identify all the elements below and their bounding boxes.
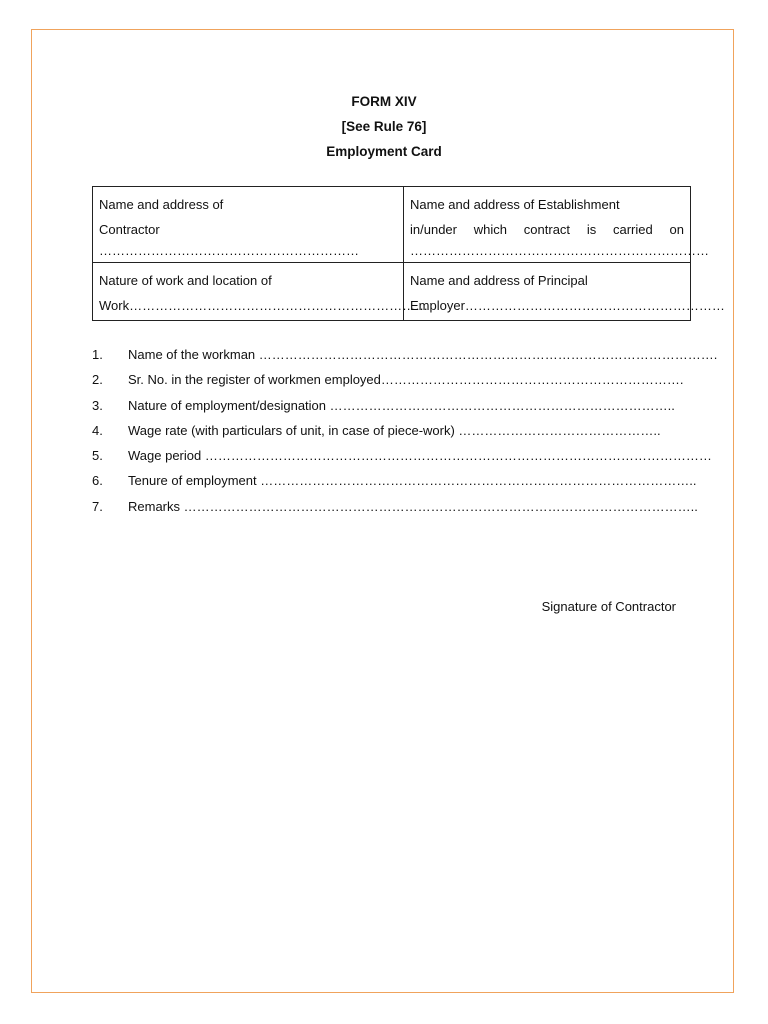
item-number: 3. [92,397,103,413]
item-text: Wage period ……………………………………………………………………………………………………… [128,448,712,464]
work-location-fill-line: Work…………………………………………………………… [99,298,429,313]
table-row [93,263,691,321]
establishment-word: contract [523,222,571,237]
list-item [92,470,697,495]
establishment-cell [404,187,709,263]
item-number: 7. [92,498,103,514]
item-text: Wage rate (with particulars of unit, in case of piece-work) ……………………………………….. [128,422,661,438]
contractor-fill-line: …………………………………………………… [99,243,359,258]
item-text: Tenure of employment ……………………………………………………………………………………….. [128,473,697,489]
principal-employer-fill-line: Employer…………………………………………………… [410,298,725,313]
list-item [92,395,676,420]
list-item [92,445,712,470]
employment-info-table [92,186,725,321]
establishment-fill-line: …………………………………………………………… [410,243,709,258]
form-rule-reference: [See Rule 76] [341,119,427,134]
item-number: 2. [92,372,103,388]
work-location-label-line1: Nature of work and location of [99,273,272,288]
item-text: Sr. No. in the register of workmen employed……………………………………………………………. [128,372,684,388]
work-location-cell [93,263,429,321]
workman-details-list [92,344,718,521]
establishment-word: on [669,222,684,237]
list-item [92,420,676,445]
principal-employer-label-line1: Name and address of Principal [410,273,588,288]
item-number: 5. [92,448,103,464]
establishment-word: carried [613,222,653,237]
form-subtitle: Employment Card [326,144,442,159]
contractor-signature-label: Signature of Contractor [541,599,676,614]
item-number: 6. [92,473,103,489]
establishment-word: is [586,222,597,237]
item-number: 4. [92,422,103,438]
principal-employer-cell [404,263,725,321]
establishment-label-line1: Name and address of Establishment [410,197,620,212]
establishment-label-line2 [410,217,684,242]
item-text: Remarks ……………………………………………………………………………………………………….. [128,498,698,514]
contractor-label-line2: Contractor [99,222,160,237]
item-text: Name of the workman ……………………………………………………………………………………………. [128,347,718,362]
list-item [92,496,698,521]
list-item [92,369,684,394]
item-text: Nature of employment/designation …………………………………………………………………….. [128,397,675,413]
contractor-cell [93,187,404,263]
form-title: FORM XIV [351,94,417,109]
table-row [93,187,691,263]
list-item [92,344,718,369]
item-number: 1. [92,347,103,362]
establishment-word: which [473,222,508,237]
establishment-word: in/under [410,222,457,237]
contractor-label-line1: Name and address of [99,197,224,212]
